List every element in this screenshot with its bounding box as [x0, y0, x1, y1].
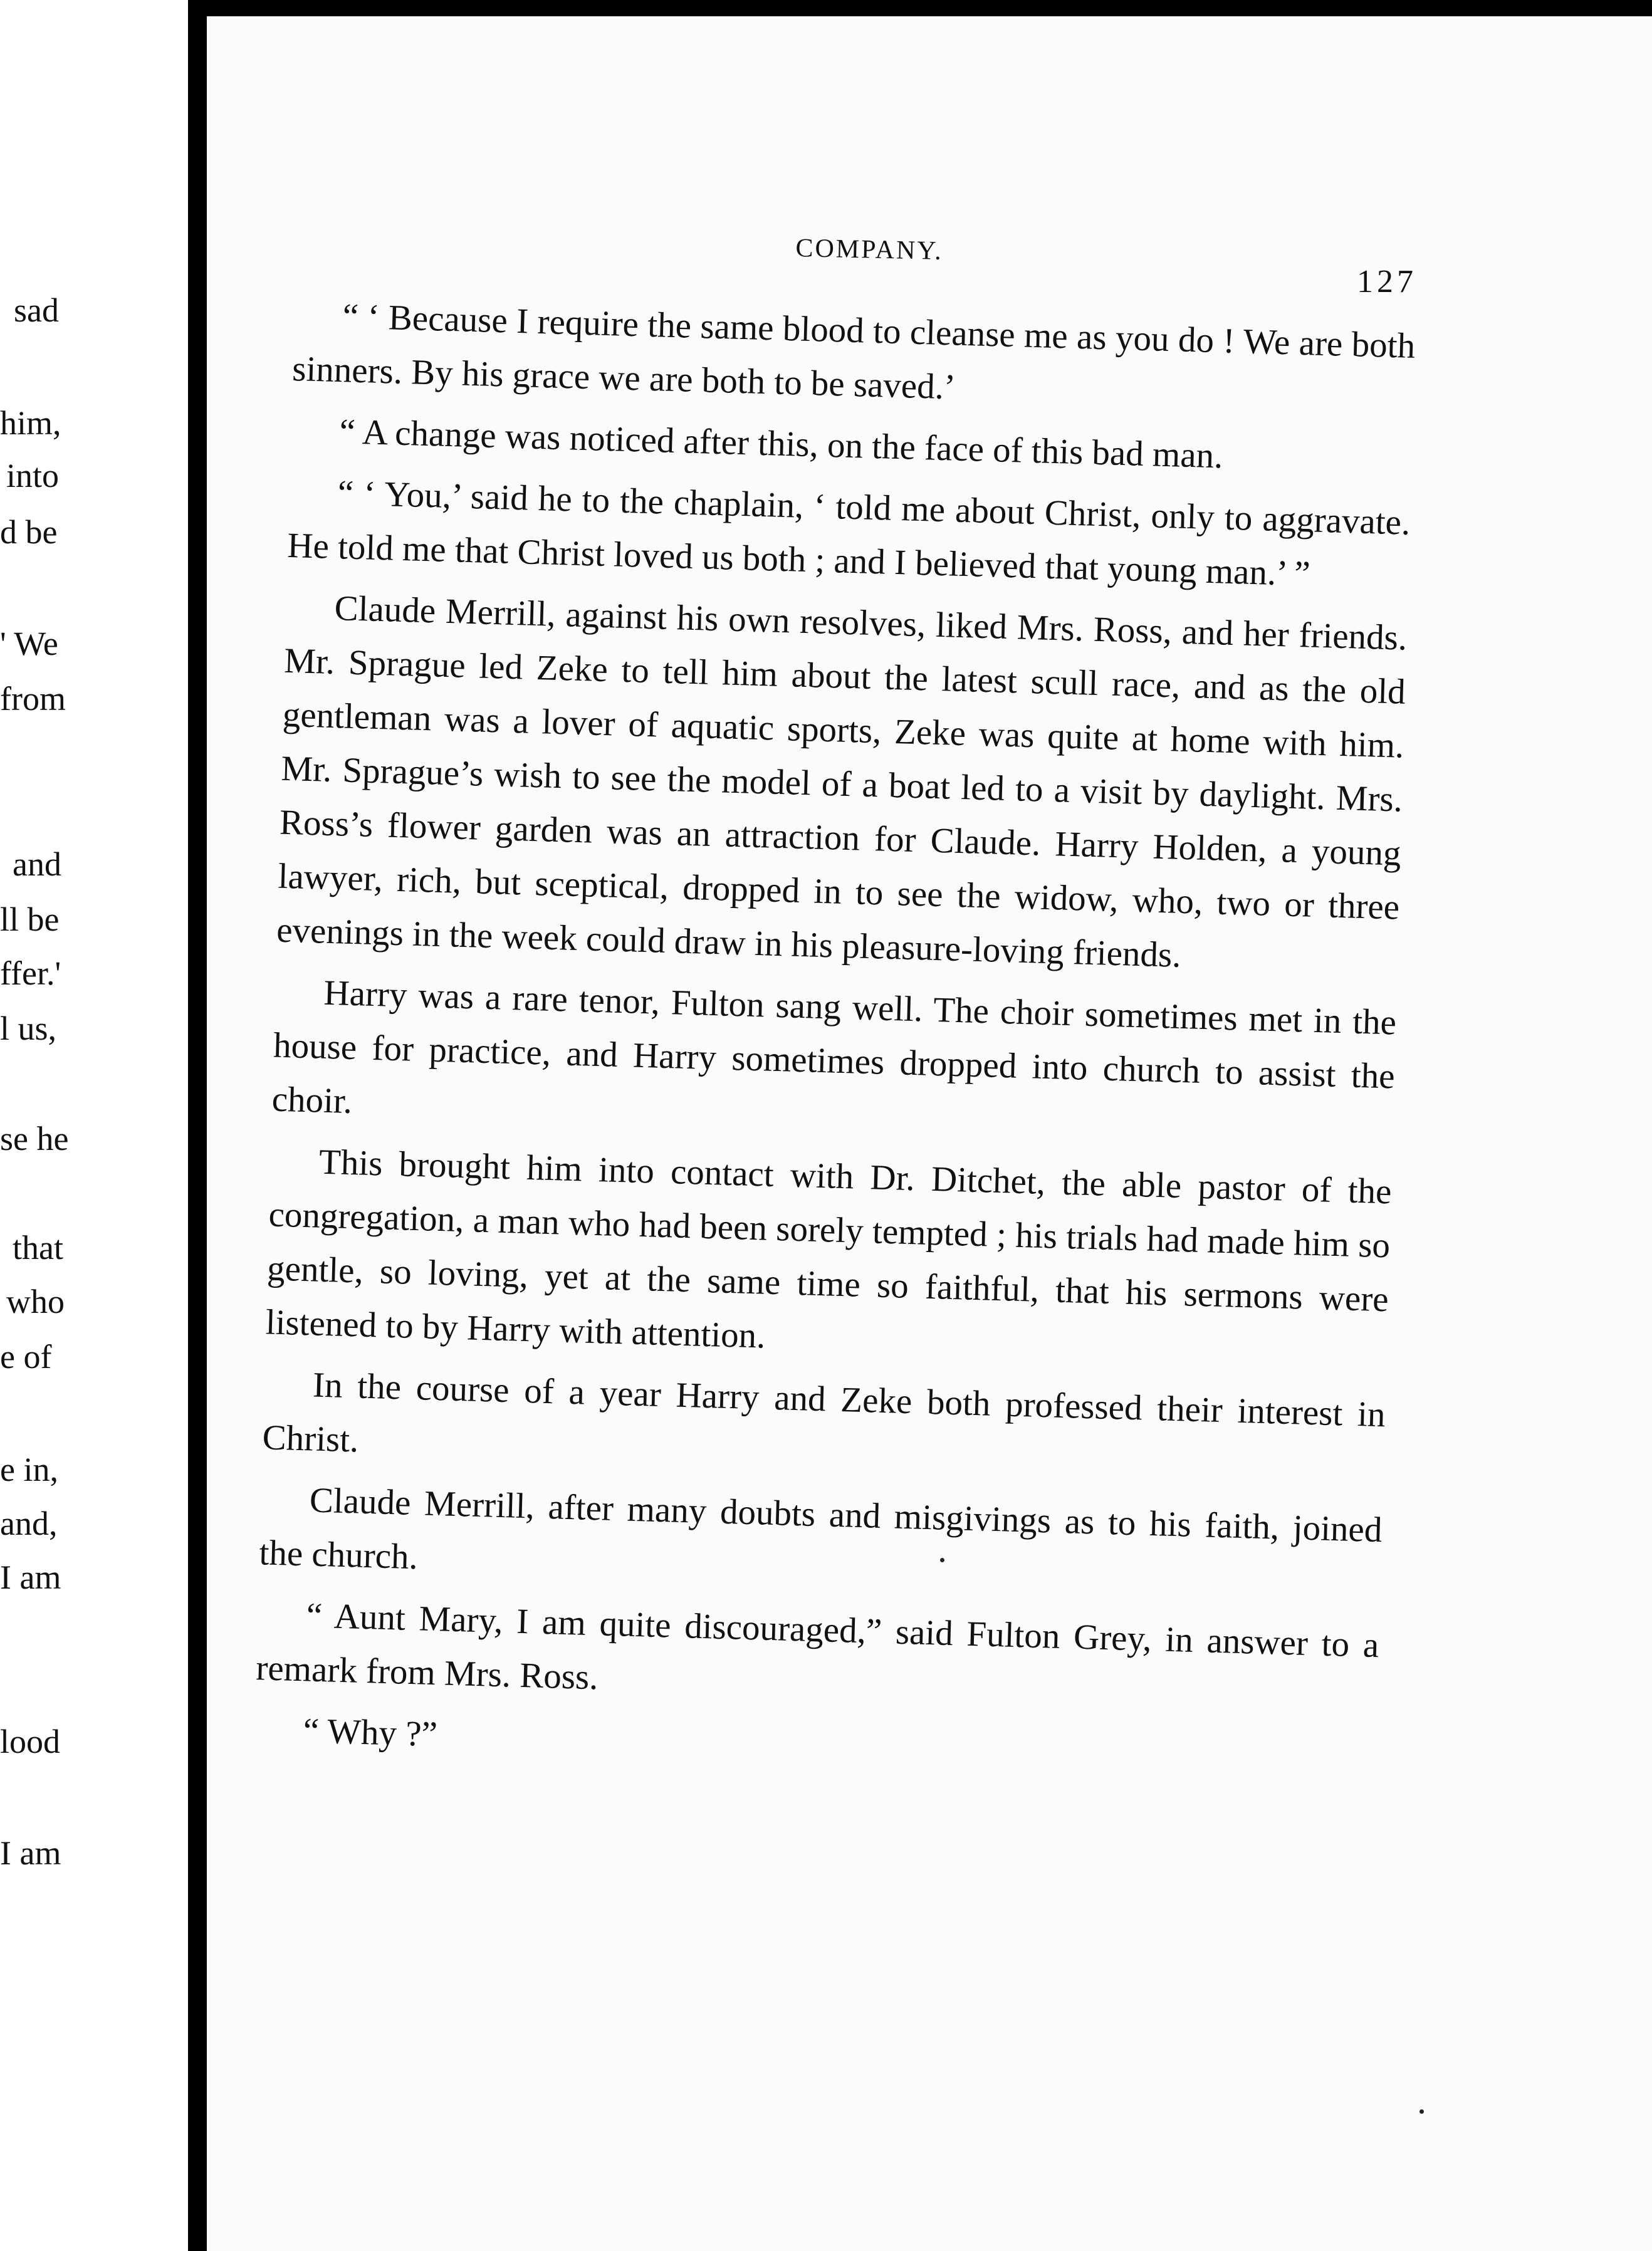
left-line-fragment: who	[6, 1283, 65, 1320]
running-header: COMPANY.	[795, 233, 944, 266]
previous-page-fragment	[0, 0, 188, 2251]
paragraph: “ Why ?”	[302, 1711, 438, 1755]
left-line-fragment: lood	[0, 1723, 61, 1760]
paragraph: In the course of a year Harry and Zeke both professed their interest in Christ.	[261, 1365, 1386, 1460]
left-line-fragment: e of	[0, 1338, 52, 1376]
left-line-fragment: ffer.'	[0, 954, 61, 992]
paragraph: This brought him into contact with Dr. Ditchet, the able pastor of the congregation, a man who had been sorely tempted ; his trials had made him so gentle, so loving, yet at the same time so faithful, that his sermons were listened to by Harry with attention.	[265, 1142, 1393, 1356]
paragraph: Claude Merrill, after many doubts and misgivings as to his faith, joined the church.	[258, 1480, 1383, 1577]
left-line-fragment: sad	[14, 291, 59, 329]
scan-border	[211, 0, 1652, 16]
paper-speck	[1419, 2109, 1424, 2114]
paragraph: “ ‘ You,’ said he to the chaplain, ‘ told me about Christ, only to aggravate. He told me that Christ loved us both ; and I believed that young man.’ ”	[286, 473, 1411, 594]
left-line-fragment: se he	[0, 1120, 69, 1157]
left-line-fragment: I am	[0, 1834, 61, 1872]
left-line-fragment: ll be	[0, 901, 60, 938]
left-line-fragment: l us,	[0, 1010, 57, 1047]
left-line-fragment: and	[13, 845, 61, 883]
page-body	[253, 288, 1416, 1795]
left-line-fragment: into	[6, 457, 60, 494]
paragraph: Claude Merrill, against his own resolves, liked Mrs. Ross, and her friends. Mr. Sprague led Zeke to tell him about the latest scull race, and as the old gentleman was a lover of aquatic sports, Zeke was quite at home with him. Mr. Sprague’s wish to see the model of a boat led to a visit by daylight. Mrs. Ross’s flower garden was an attraction for Claude. Harry Holden, a young lawyer, rich, but sceptical, dropped in to see the widow, who, two or three evenings in the week could draw in his pleasure-loving friends.	[276, 588, 1408, 975]
left-line-fragment: and,	[0, 1505, 58, 1542]
left-line-fragment: I am	[0, 1559, 61, 1596]
left-line-fragment: d be	[0, 513, 58, 551]
left-line-fragment: from	[0, 680, 66, 718]
left-line-fragment: that	[13, 1229, 63, 1267]
paragraph: “ Aunt Mary, I am quite discouraged,” said Fulton Grey, in answer to a remark from Mrs. Ross.	[255, 1596, 1380, 1698]
paragraph: “ ‘ Because I require the same blood to cleanse me as you do ! We are both sinners. By his grace we are both to be saved.’	[291, 296, 1416, 407]
paragraph: Harry was a rare tenor, Fulton sang well. The choir sometimes met in the house for practice, and Harry sometimes dropped into church to assist the choir.	[271, 973, 1397, 1122]
page-number: 127	[1357, 264, 1417, 300]
left-line-fragment: e in,	[0, 1451, 58, 1488]
paragraph: “ A change was noticed after this, on the face of this bad man.	[338, 412, 1224, 476]
left-line-fragment: him,	[0, 404, 61, 442]
left-line-fragment: ' We	[0, 625, 58, 662]
